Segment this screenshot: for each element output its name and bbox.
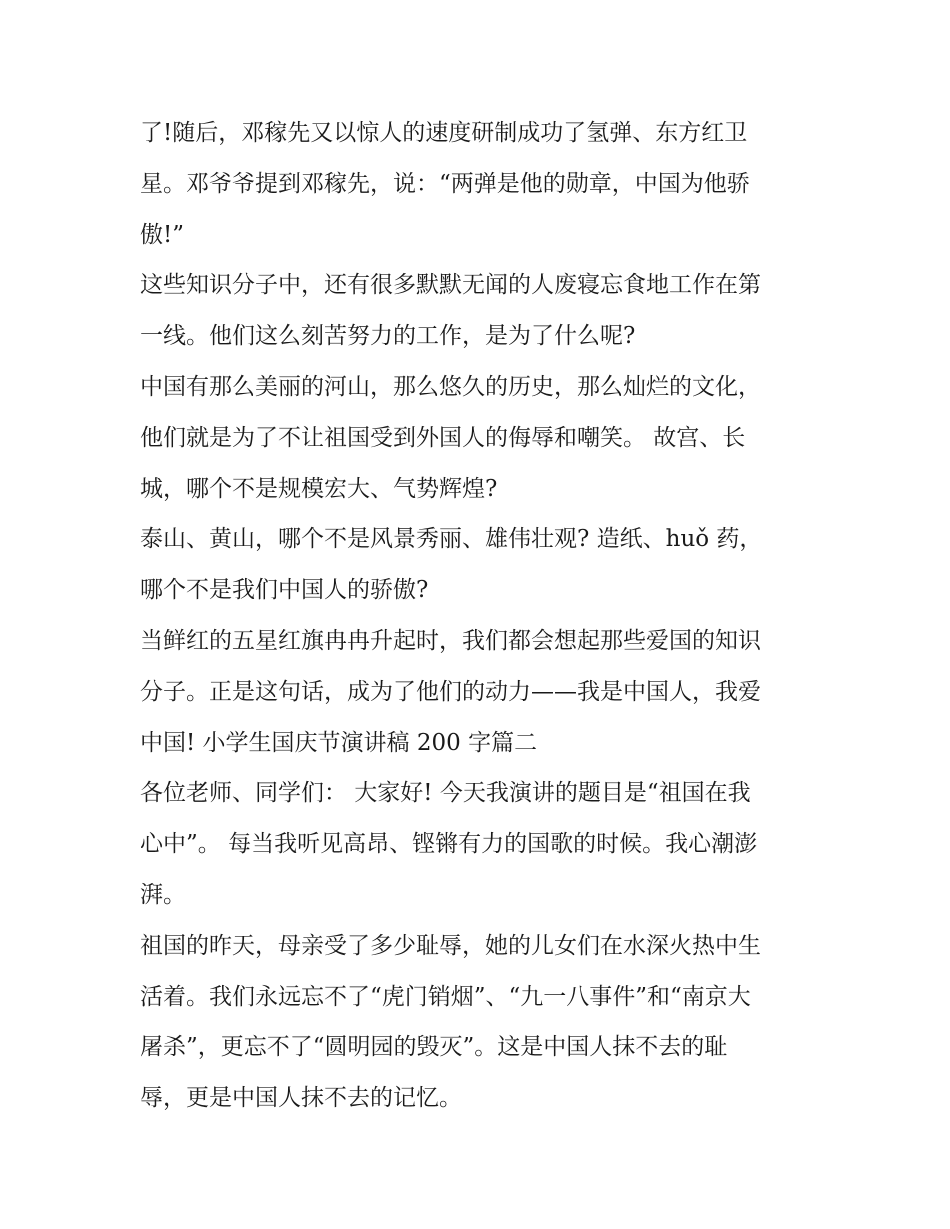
body-text bbox=[140, 108, 820, 1124]
text-line: 活着。我们永远忘不了“虎门销烟”、“九一八事件”和“南京大 bbox=[140, 983, 751, 1010]
text-line: 星。邓爷爷提到邓稼先，说：“两弹是他的勋章，中国为他骄 bbox=[140, 170, 750, 197]
text-line: 城，哪个不是规模宏大、气势辉煌? bbox=[140, 475, 498, 502]
text-line: 泰山、黄山，哪个不是风景秀丽、雄伟壮观? 造纸、huǒ 药， bbox=[140, 526, 763, 553]
text-line: 辱，更是中国人抹不去的记忆。 bbox=[140, 1085, 462, 1112]
text-line: 了!随后，邓稼先又以惊人的速度研制成功了氢弹、东方红卫 bbox=[140, 120, 748, 146]
text-line: 中国有那么美丽的河山，那么悠久的历史，那么灿烂的文化， bbox=[140, 373, 761, 400]
text-line: 祖国的昨天，母亲受了多少耻辱，她的儿女们在水深火热中生 bbox=[140, 932, 761, 959]
text-line: 各位老师、同学们： 大家好! 今天我演讲的题目是“祖国在我 bbox=[140, 780, 751, 807]
text-line: 中国! 小学生国庆节演讲稿 200 字篇二 bbox=[140, 729, 538, 756]
text-line: 分子。正是这句话，成为了他们的动力——我是中国人，我爱 bbox=[140, 678, 761, 705]
text-line: 屠杀”，更忘不了“圆明园的毁灭”。这是中国人抹不去的耻 bbox=[140, 1034, 728, 1061]
text-line: 傲!” bbox=[140, 221, 185, 248]
text-line: 心中”。 每当我听见高昂、铿锵有力的国歌的时候。我心潮澎 bbox=[140, 831, 758, 858]
text-line: 哪个不是我们中国人的骄傲? bbox=[140, 577, 429, 604]
text-line: 一线。他们这么刻苦努力的工作，是为了什么呢? bbox=[140, 323, 636, 350]
text-line: 这些知识分子中，还有很多默默无闻的人废寝忘食地工作在第 bbox=[140, 272, 761, 299]
text-line: 他们就是为了不让祖国受到外国人的侮辱和嘲笑。 故宫、长 bbox=[140, 424, 746, 451]
text-line: 湃。 bbox=[140, 881, 186, 908]
text-line: 当鲜红的五星红旗冉冉升起时，我们都会想起那些爱国的知识 bbox=[140, 627, 761, 654]
